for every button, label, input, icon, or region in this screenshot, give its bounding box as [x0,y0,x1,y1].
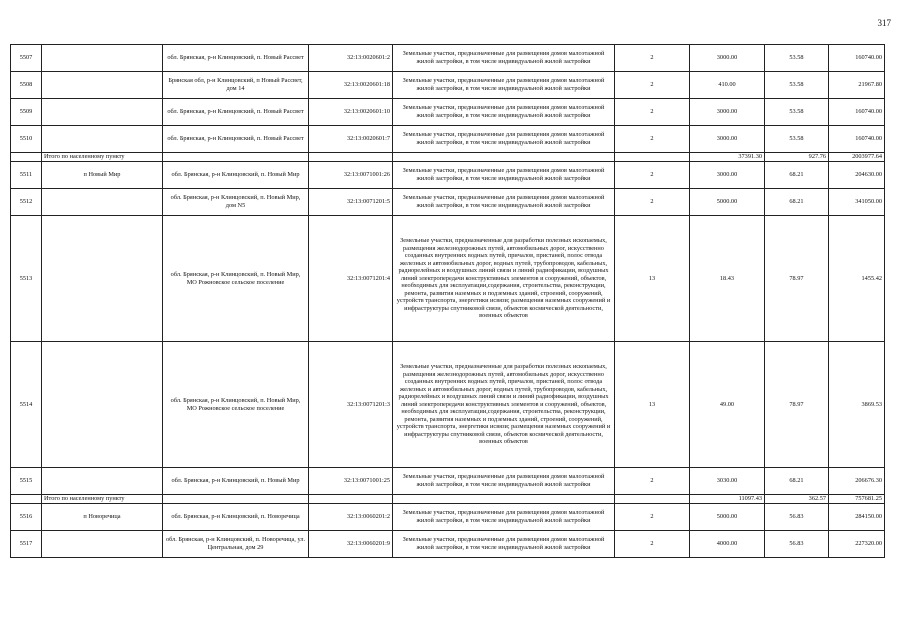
land-use-description: Земельные участки, предназначенные для размещения домов малоэтажной жилой застройки, в том числе индивидуальной жилой застройки [393,162,615,189]
row-number: 5513 [11,216,42,342]
parcel-address: обл. Брянская, р-н Клинцовский, п. Новоречица, ул. Центральная, дом 29 [163,531,309,558]
cadastral-number: 32:13:0020601:18 [309,72,393,99]
row-number: 5515 [11,468,42,495]
locality-name [42,99,163,126]
land-category-code: 2 [615,468,690,495]
unit-cadastral-cost: 53.58 [765,45,829,72]
cadastral-number: 32:13:0071201:5 [309,189,393,216]
locality-name [42,126,163,153]
total-unit-cost: 362.57 [765,495,829,504]
land-use-description: Земельные участки, предназначенные для размещения домов малоэтажной жилой застройки, в том числе индивидуальной жилой застройки [393,531,615,558]
unit-cadastral-cost: 68.21 [765,162,829,189]
parcel-area: 3000.00 [690,99,765,126]
parcel-area: 3000.00 [690,45,765,72]
land-use-description: Земельные участки, предназначенные для разработки полезных ископаемых, размещения железнодорожных путей, автомобильных дорог, искусственно созданных внутренних водных путей, причалов, пристаней, полос отвода железных и автомобильных дорог, водных путей, трубопроводов, кабельных, радиорелейных и воздушных линий связи и линий радиофикации, воздушных линий электропередачи конструктивных элементов и сооружений, объектов, необходимых для эксплуатации,содержания, строительства, реконструкции, ремонта, развития наземных и подземных зданий, строений, сооружений, устройств транспорта, энергетики исвязи; размещения наземных сооружений и инфраструктуры спутниковой связи, объектов космической деятельности, военных объектов [393,216,615,342]
locality-name [42,342,163,468]
parcel-area: 410.00 [690,72,765,99]
total-unit-cost: 927.76 [765,153,829,162]
land-category-code: 2 [615,504,690,531]
parcel-row [11,189,885,216]
parcel-address: обл. Брянская, р-н Клинцовский, п. Новый Рассвет [163,126,309,153]
unit-cadastral-cost: 56.83 [765,504,829,531]
cadastral-value: 284150.00 [829,504,885,531]
address-cell [163,153,309,162]
land-category-code: 2 [615,189,690,216]
total-area: 11097.43 [690,495,765,504]
parcel-row [11,504,885,531]
unit-cadastral-cost: 68.21 [765,468,829,495]
parcel-address: обл. Брянская, р-н Клинцовский, п. Новый Мир, дом N5 [163,189,309,216]
land-use-description: Земельные участки, предназначенные для размещения домов малоэтажной жилой застройки, в том числе индивидуальной жилой застройки [393,468,615,495]
parcel-row [11,72,885,99]
land-use-description: Земельные участки, предназначенные для размещения домов малоэтажной жилой застройки, в том числе индивидуальной жилой застройки [393,504,615,531]
row-number: 5509 [11,99,42,126]
row-number: 5510 [11,126,42,153]
land-category-code: 2 [615,99,690,126]
parcel-area: 3000.00 [690,126,765,153]
parcel-area: 3000.00 [690,162,765,189]
unit-cadastral-cost: 53.58 [765,126,829,153]
parcel-row [11,342,885,468]
cadastral-number: 32:13:0071001:26 [309,162,393,189]
row-number: 5517 [11,531,42,558]
land-use-description: Земельные участки, предназначенные для размещения домов малоэтажной жилой застройки, в том числе индивидуальной жилой застройки [393,45,615,72]
parcel-address: обл. Брянская, р-н Клинцовский, п. Новоречица [163,504,309,531]
land-use-description: Земельные участки, предназначенные для разработки полезных ископаемых, размещения железнодорожных путей, автомобильных дорог, искусственно созданных внутренних водных путей, причалов, пристаней, полос отвода железных и автомобильных дорог, водных путей, трубопроводов, кабельных, радиорелейных и воздушных линий связи и линий радиофикации, воздушных линий электропередачи конструктивных элементов и сооружений, объектов, необходимых для эксплуатации,содержания, строительства, реконструкции, ремонта, развития наземных и подземных зданий, строений, сооружений, устройств транспорта, энергетики исвязи; размещения наземных сооружений и инфраструктуры спутниковой связи, объектов космической деятельности, военных объектов [393,342,615,468]
parcel-address: обл. Брянская, р-н Клинцовский, п. Новый Мир, МО Рожновское сельское поселение [163,216,309,342]
row-number-cell [11,495,42,504]
land-category-code: 2 [615,162,690,189]
total-label: Итого по населенному пункту [42,153,163,162]
row-number-cell [11,153,42,162]
locality-name: п Новоречица [42,504,163,531]
row-number: 5507 [11,45,42,72]
cadastral-value: 3869.53 [829,342,885,468]
parcel-address: обл. Брянская, р-н Клинцовский, п. Новый Рассвет [163,99,309,126]
parcel-row [11,99,885,126]
locality-total-row [11,153,885,162]
cadastral-number: 32:13:0071201:3 [309,342,393,468]
cadastral-number: 32:13:0060201:9 [309,531,393,558]
locality-name [42,531,163,558]
unit-cadastral-cost: 56.83 [765,531,829,558]
cadastral-number: 32:13:0020601:2 [309,45,393,72]
land-category-code: 13 [615,216,690,342]
locality-name [42,468,163,495]
unit-cadastral-cost: 78.97 [765,342,829,468]
unit-cadastral-cost: 78.97 [765,216,829,342]
land-use-cell [393,153,615,162]
locality-name [42,72,163,99]
land-category-code: 2 [615,72,690,99]
cadastral-number: 32:13:0071001:25 [309,468,393,495]
cadastral-value: 204630.00 [829,162,885,189]
land-use-description: Земельные участки, предназначенные для размещения домов малоэтажной жилой застройки, в том числе индивидуальной жилой застройки [393,126,615,153]
parcel-row [11,531,885,558]
land-category-code: 2 [615,531,690,558]
total-label: Итого по населенному пункту [42,495,163,504]
parcel-address: Брянская обл, р-н Клинцовский, п Новый Рассвет, дом 14 [163,72,309,99]
unit-cadastral-cost: 53.58 [765,99,829,126]
cadastral-number: 32:13:0020601:7 [309,126,393,153]
parcel-address: обл. Брянская, р-н Клинцовский, п. Новый Рассвет [163,45,309,72]
cadastral-number-cell [309,153,393,162]
land-parcel-table [10,44,885,558]
row-number: 5516 [11,504,42,531]
parcel-area: 3030.00 [690,468,765,495]
locality-total-row [11,495,885,504]
land-use-description: Земельные участки, предназначенные для размещения домов малоэтажной жилой застройки, в том числе индивидуальной жилой застройки [393,189,615,216]
land-category-code: 13 [615,342,690,468]
land-category-code: 2 [615,45,690,72]
cadastral-value: 227320.00 [829,531,885,558]
cadastral-number: 32:13:0020601:10 [309,99,393,126]
cadastral-value: 1455.42 [829,216,885,342]
locality-name [42,189,163,216]
parcel-row [11,45,885,72]
cadastral-value: 160740.00 [829,99,885,126]
cadastral-value: 206676.30 [829,468,885,495]
cadastral-number: 32:13:0071201:4 [309,216,393,342]
cadastral-value: 341050.00 [829,189,885,216]
row-number: 5511 [11,162,42,189]
parcel-row [11,126,885,153]
total-cadastral-value: 2003977.64 [829,153,885,162]
land-use-cell [393,495,615,504]
cadastral-number: 32:13:0060201:2 [309,504,393,531]
parcel-address: обл. Брянская, р-н Клинцовский, п. Новый Мир [163,162,309,189]
total-cadastral-value: 757681.25 [829,495,885,504]
parcel-area: 5000.00 [690,189,765,216]
parcel-area: 4000.00 [690,531,765,558]
parcel-row [11,162,885,189]
cadastral-value: 21967.80 [829,72,885,99]
parcel-row [11,216,885,342]
cadastral-value: 160740.00 [829,45,885,72]
category-cell [615,495,690,504]
land-category-code: 2 [615,126,690,153]
row-number: 5514 [11,342,42,468]
category-cell [615,153,690,162]
unit-cadastral-cost: 53.58 [765,72,829,99]
total-area: 37391.30 [690,153,765,162]
parcel-address: обл. Брянская, р-н Клинцовский, п. Новый Мир, МО Рожновское сельское поселение [163,342,309,468]
row-number: 5508 [11,72,42,99]
address-cell [163,495,309,504]
locality-name: п Новый Мир [42,162,163,189]
parcel-area: 49.00 [690,342,765,468]
locality-name [42,216,163,342]
parcel-row [11,468,885,495]
cadastral-value: 160740.00 [829,126,885,153]
unit-cadastral-cost: 68.21 [765,189,829,216]
parcel-address: обл. Брянская, р-н Клинцовский, п. Новый Мир [163,468,309,495]
row-number: 5512 [11,189,42,216]
parcel-area: 5000.00 [690,504,765,531]
parcel-area: 18.43 [690,216,765,342]
land-use-description: Земельные участки, предназначенные для размещения домов малоэтажной жилой застройки, в том числе индивидуальной жилой застройки [393,99,615,126]
locality-name [42,45,163,72]
cadastral-number-cell [309,495,393,504]
land-use-description: Земельные участки, предназначенные для размещения домов малоэтажной жилой застройки, в том числе индивидуальной жилой застройки [393,72,615,99]
page-number: 317 [877,18,891,28]
